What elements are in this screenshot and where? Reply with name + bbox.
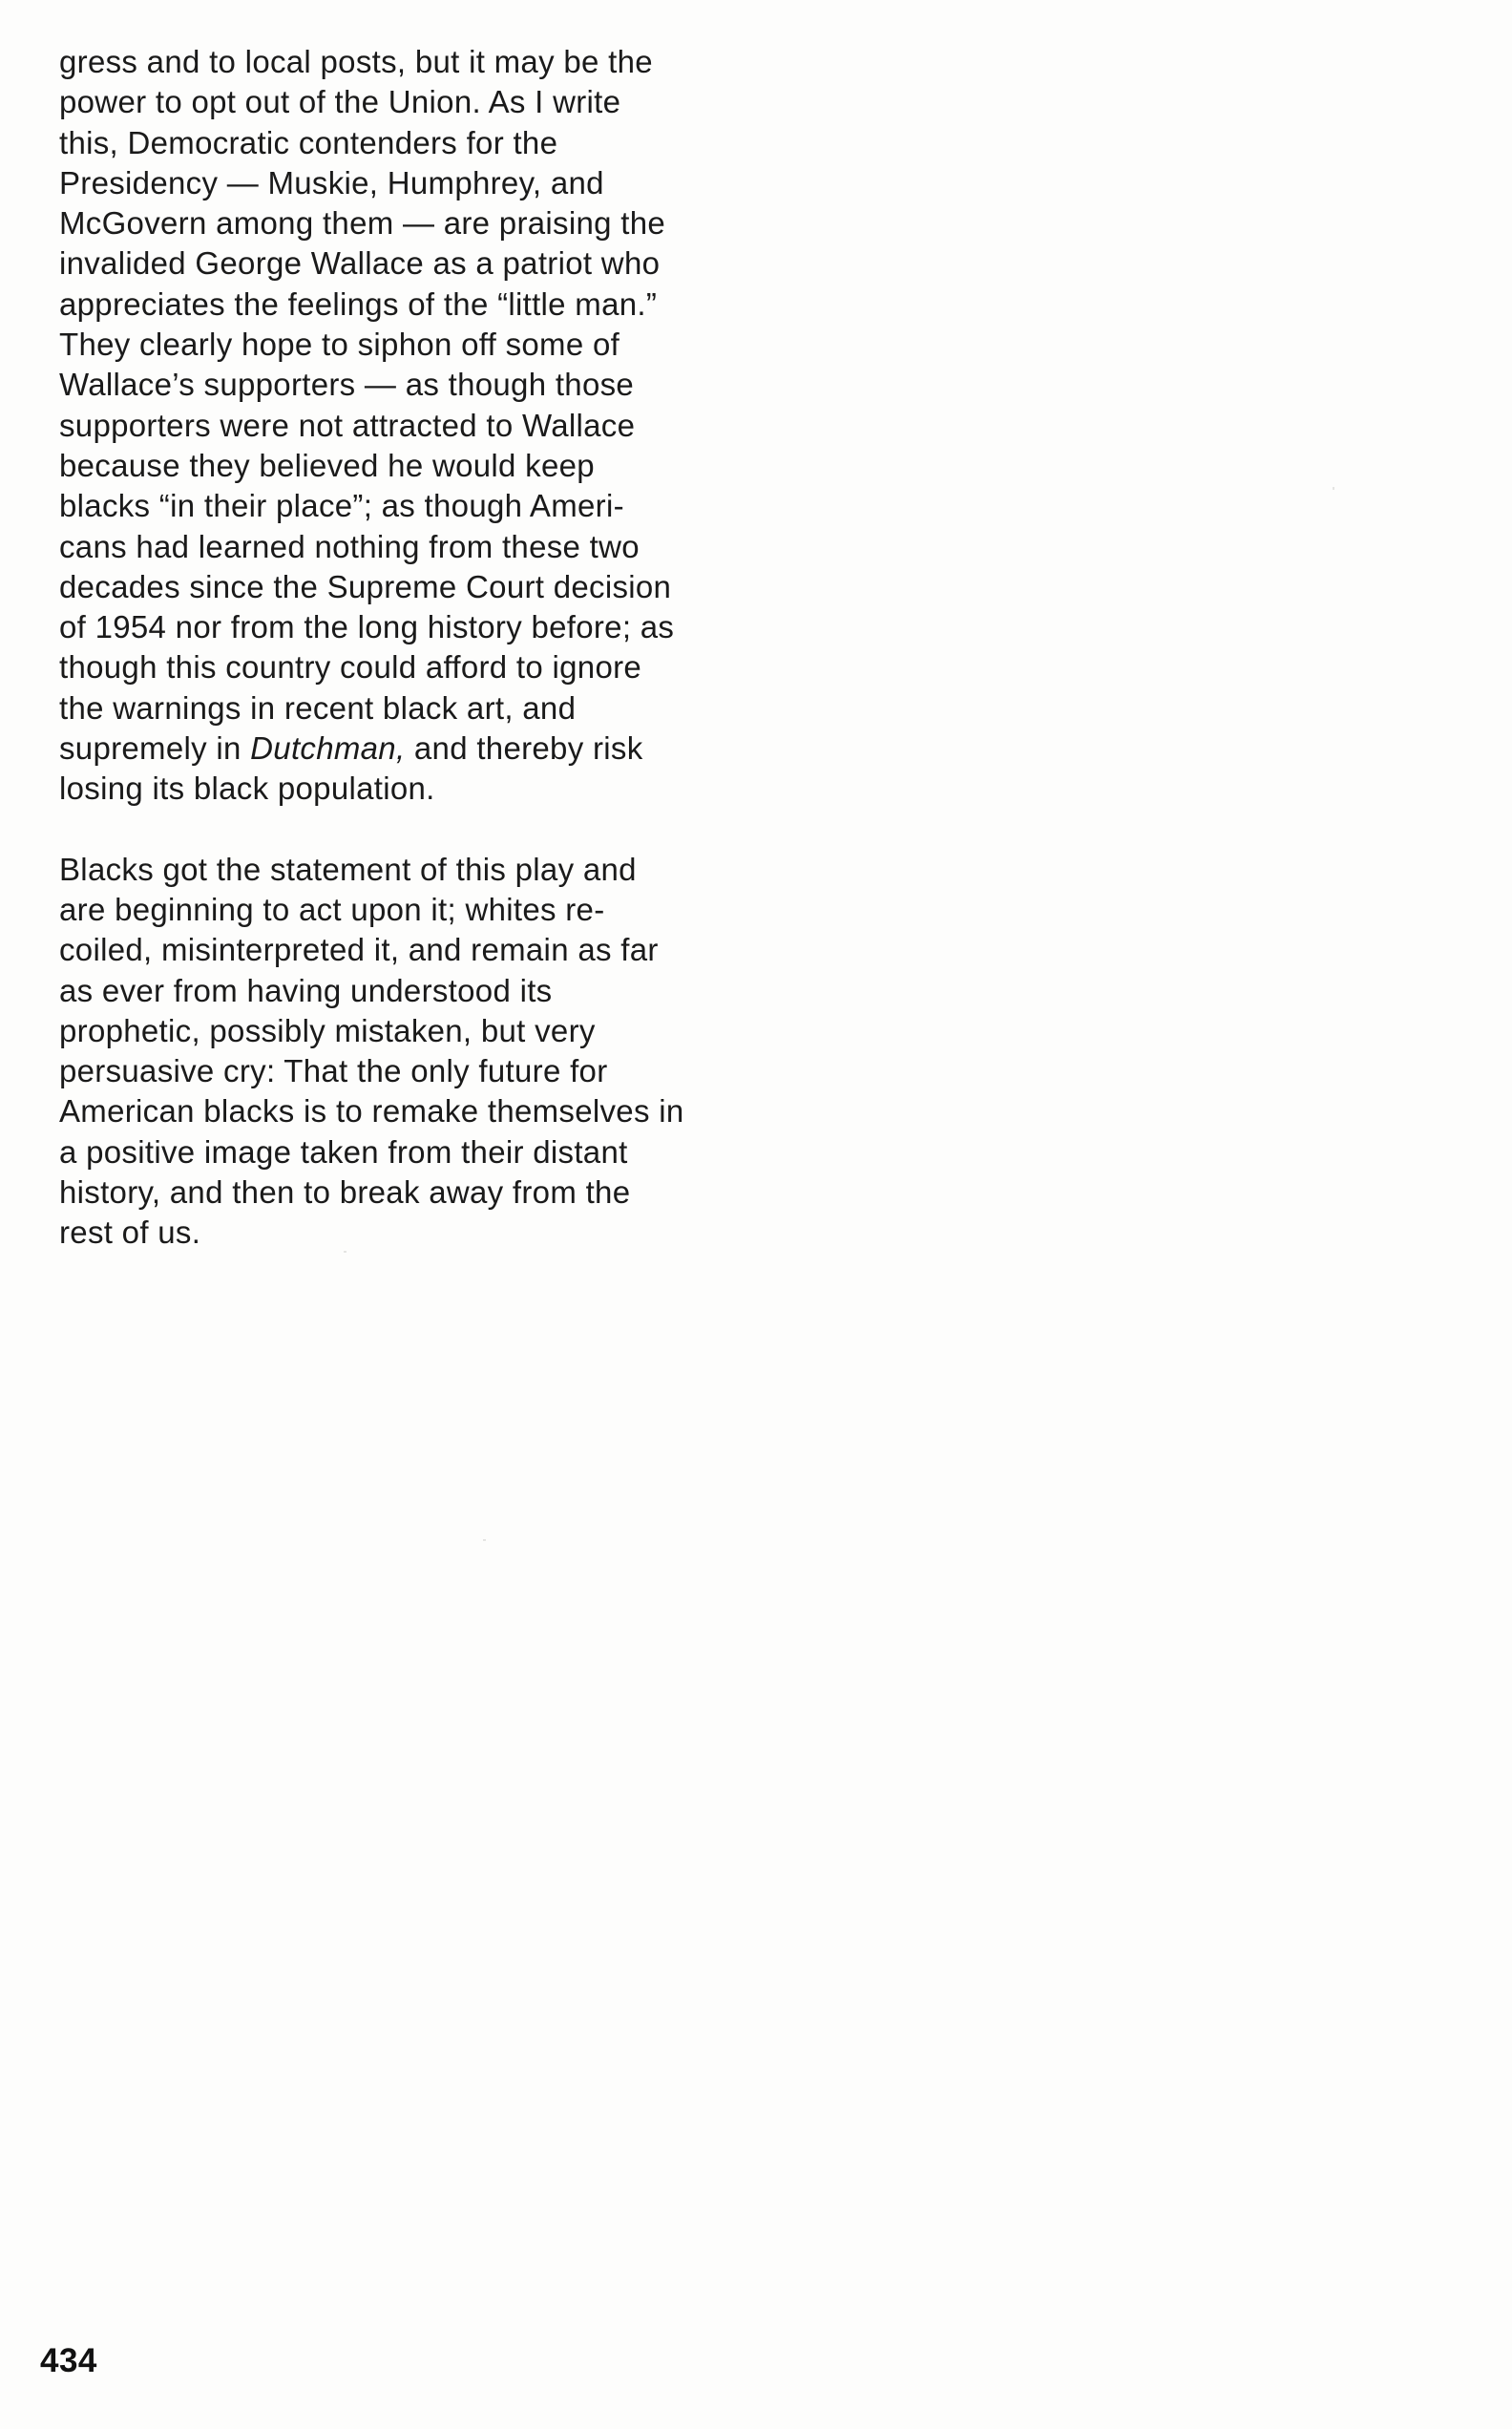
text-line: because they believed he would keep xyxy=(59,447,595,483)
text-line: Presidency — Muskie, Humphrey, and xyxy=(59,164,604,201)
text-line: Wallace’s supporters — as though those xyxy=(59,367,635,403)
scan-speck xyxy=(483,1539,486,1541)
text-line: the warnings in recent black art, and xyxy=(59,689,577,726)
scan-speck xyxy=(344,1251,346,1253)
text-line: They clearly hope to siphon off some of xyxy=(59,327,620,363)
text-line: blacks “in their place”; as though Ameri- xyxy=(59,488,624,524)
text-line: of 1954 nor from the long history before; as xyxy=(59,609,675,645)
text-line: rest of us. xyxy=(59,1214,201,1251)
text-line: McGovern among them — are praising the xyxy=(59,205,666,242)
paragraph-2 xyxy=(59,850,746,1254)
text-line: invalided George Wallace as a patriot who xyxy=(59,245,661,282)
text-line: prophetic, possibly mistaken, but very xyxy=(59,1012,596,1048)
paragraph-1 xyxy=(59,42,746,810)
scan-speck xyxy=(1333,487,1334,490)
text-segment: and thereby risk xyxy=(405,730,643,767)
text-line: cans had learned nothing from these two xyxy=(59,528,640,564)
text-line: gress and to local posts, but it may be the xyxy=(59,44,653,79)
page-number: 434 xyxy=(40,2342,97,2379)
text-segment: supremely in xyxy=(59,730,251,767)
text-line: a positive image taken from their distant xyxy=(59,1133,628,1170)
text-line: persuasive cry: That the only future for xyxy=(59,1053,608,1089)
text-line: appreciates the feelings of the “little man.” xyxy=(59,285,658,322)
text-line: are beginning to act upon it; whites re- xyxy=(59,891,605,927)
text-line: this, Democratic contenders for the xyxy=(59,124,558,160)
text-line: Blacks got the statement of this play and xyxy=(59,851,637,887)
text-line: coiled, misinterpreted it, and remain as far xyxy=(59,932,659,968)
text-line: power to opt out of the Union. As I write xyxy=(59,84,621,120)
title-dutchman: Dutchman, xyxy=(250,730,406,767)
text-line: losing its black population. xyxy=(59,771,435,807)
text-line: though this country could afford to ignore xyxy=(59,649,642,686)
text-line: decades since the Supreme Court decision xyxy=(59,568,672,604)
text-column xyxy=(59,42,746,1254)
text-line: supporters were not attracted to Wallace xyxy=(59,407,636,443)
text-line: American blacks is to remake themselves in xyxy=(59,1093,684,1130)
text-line: as ever from having understood its xyxy=(59,972,553,1008)
text-line xyxy=(59,729,746,769)
text-line: history, and then to break away from the xyxy=(59,1174,631,1211)
